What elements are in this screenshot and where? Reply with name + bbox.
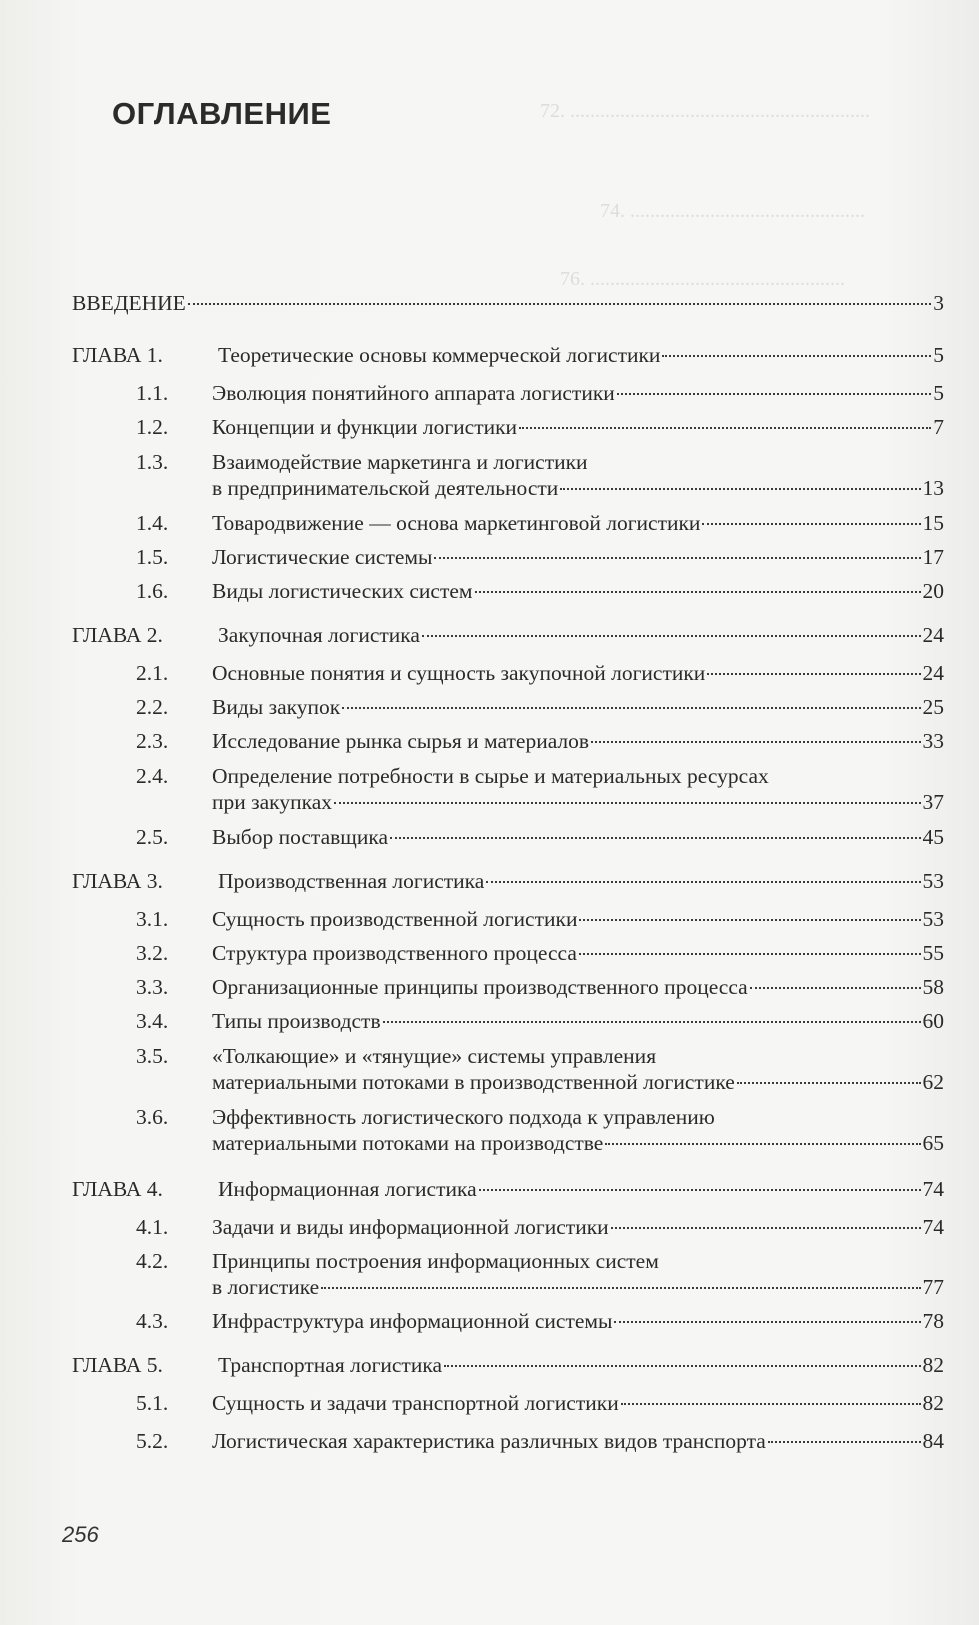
- entry-title: [218, 1176, 944, 1202]
- entry-title-line: Сущность производственной логистики: [212, 907, 578, 931]
- dot-leader: [479, 1189, 921, 1191]
- entry-title-line: Исследование рынка сырья и материалов: [212, 729, 590, 753]
- entry-page-number: 33: [922, 729, 944, 753]
- entry-title-lastline: [218, 622, 944, 648]
- entry-title: [212, 974, 944, 1000]
- entry-page-number: 74: [922, 1177, 944, 1201]
- entry-title-lastline: [212, 510, 944, 536]
- entry-page-number: 58: [922, 975, 944, 999]
- entry-title-line: материальными потоками в производственной логистике: [212, 1070, 735, 1094]
- entry-title: [212, 694, 944, 720]
- entry-title-line: ВВЕДЕНИЕ: [72, 291, 186, 315]
- entry-title-line: Логистическая характеристика различных видов транспорта: [212, 1429, 766, 1453]
- entry-title-line: при закупках: [212, 790, 332, 814]
- entry-page-number: 24: [922, 661, 944, 685]
- entry-number: ГЛАВА 4.: [72, 1177, 163, 1201]
- entry-title: [212, 1308, 944, 1334]
- entry-page-number: 15: [922, 511, 944, 535]
- entry-title-lastline: [212, 414, 944, 440]
- dot-leader: [383, 1021, 921, 1023]
- entry-title-line: Теоретические основы коммерческой логистики: [218, 343, 661, 367]
- entry-title-line: Закупочная логистика: [218, 623, 420, 647]
- entry-number: 2.1.: [136, 661, 169, 685]
- dot-leader: [519, 427, 931, 429]
- entry-title-line: Информационная логистика: [218, 1177, 477, 1201]
- entry-page-number: 82: [922, 1353, 944, 1377]
- entry-page-number: 3: [933, 291, 944, 315]
- entry-title-line: Виды логистических систем: [212, 579, 473, 603]
- entry-title-line: Товародвижение — основа маркетинговой логистики: [212, 511, 701, 535]
- dot-leader: [768, 1441, 921, 1443]
- entry-title-line: Эволюция понятийного аппарата логистики: [212, 381, 615, 405]
- entry-title: [212, 510, 944, 536]
- entry-page-number: 60: [922, 1009, 944, 1033]
- entry-title-line: Виды закупок: [212, 695, 341, 719]
- entry-title: [212, 1214, 944, 1240]
- entry-title-lastline: [212, 940, 944, 966]
- entry-title-line: Организационные принципы производственного процесса: [212, 975, 748, 999]
- entry-title-lastline: [218, 868, 944, 894]
- entry-page-number: 25: [922, 695, 944, 719]
- entry-title-lastline: [212, 1130, 944, 1156]
- entry-number: 1.4.: [136, 511, 169, 535]
- dot-leader: [702, 523, 920, 525]
- entry-number: 2.4.: [136, 764, 169, 788]
- dot-leader: [707, 673, 920, 675]
- entry-number: 4.2.: [136, 1249, 169, 1273]
- page-title: ОГЛАВЛЕНИЕ: [112, 96, 332, 131]
- entry-title-lastline: [212, 974, 944, 1000]
- entry-number: 5.1.: [136, 1391, 169, 1415]
- entry-number: ГЛАВА 3.: [72, 869, 163, 893]
- entry-number: 4.3.: [136, 1309, 169, 1333]
- entry-title-line: Определение потребности в сырье и материальных ресурсах: [212, 764, 769, 788]
- entry-page-number: 55: [922, 941, 944, 965]
- entry-number: 3.1.: [136, 907, 169, 931]
- entry-title: [212, 1390, 944, 1416]
- dot-leader: [579, 919, 920, 921]
- dot-leader: [621, 1403, 921, 1405]
- entry-page-number: 13: [922, 476, 944, 500]
- entry-title: [218, 1352, 944, 1378]
- entry-title-lastline: [218, 1176, 944, 1202]
- entry-title: [212, 824, 944, 850]
- entry-title-line: Основные понятия и сущность закупочной логистики: [212, 661, 706, 685]
- entry-title: [212, 1248, 944, 1300]
- dot-leader: [750, 987, 921, 989]
- dot-leader: [321, 1287, 920, 1289]
- entry-page-number: 78: [922, 1309, 944, 1333]
- entry-title-lastline: [212, 789, 944, 815]
- entry-title-lastline: [212, 1308, 944, 1334]
- entry-page-number: 5: [933, 343, 944, 367]
- entry-number: ГЛАВА 5.: [72, 1353, 163, 1377]
- entry-number: ГЛАВА 1.: [72, 343, 163, 367]
- entry-page-number: 5: [933, 381, 944, 405]
- dot-leader: [342, 707, 920, 709]
- entry-number: 3.3.: [136, 975, 169, 999]
- entry-title-line: Структура производственного процесса: [212, 941, 577, 965]
- entry-title-line: Выбор поставщика: [212, 825, 389, 849]
- entry-number: ГЛАВА 2.: [72, 623, 163, 647]
- dot-leader: [579, 953, 921, 955]
- entry-title: [212, 414, 944, 440]
- entry-title: [212, 906, 944, 932]
- entry-title-line: Эффективность логистического подхода к управлению: [212, 1105, 715, 1129]
- entry-title-line: в предпринимательской деятельности: [212, 476, 559, 500]
- entry-title-line: Сущность и задачи транспортной логистики: [212, 1391, 619, 1415]
- entry-title-line: материальными потоками на производстве: [212, 1131, 604, 1155]
- entry-page-number: 84: [922, 1429, 944, 1453]
- entry-number: 4.1.: [136, 1215, 169, 1239]
- entry-page-number: 7: [933, 415, 944, 439]
- entry-title-line: Производственная логистика: [218, 869, 485, 893]
- entry-number: 1.2.: [136, 415, 169, 439]
- entry-title-lastline: [212, 1214, 944, 1240]
- dot-leader: [617, 393, 931, 395]
- entry-title: [212, 380, 944, 406]
- entry-number: 2.3.: [136, 729, 169, 753]
- entry-title-lastline: [212, 1428, 944, 1454]
- entry-title-line: Принципы построения информационных систем: [212, 1249, 659, 1273]
- entry-page-number: 77: [922, 1275, 944, 1299]
- entry-title-lastline: [218, 1352, 944, 1378]
- dot-leader: [434, 557, 920, 559]
- entry-page-number: 82: [922, 1391, 944, 1415]
- entry-title-line: Типы производств: [212, 1009, 381, 1033]
- entry-page-number: 53: [922, 907, 944, 931]
- entry-number: 3.2.: [136, 941, 169, 965]
- entry-title-lastline: [212, 1390, 944, 1416]
- show-through-text: 72. ............................................................: [540, 100, 870, 122]
- entry-title-lastline: [212, 1008, 944, 1034]
- entry-title-lastline: [212, 660, 944, 686]
- entry-page-number: 20: [922, 579, 944, 603]
- show-through-text: 74. ...............................................: [600, 200, 865, 222]
- entry-title-lastline: [212, 694, 944, 720]
- entry-title-line: Инфраструктура информационной системы: [212, 1309, 613, 1333]
- entry-title-line: Задачи и виды информационной логистики: [212, 1215, 609, 1239]
- dot-leader: [475, 591, 921, 593]
- entry-title-line: «Толкающие» и «тянущие» системы управления: [212, 1044, 657, 1068]
- dot-leader: [444, 1365, 921, 1367]
- entry-page-number: 45: [922, 825, 944, 849]
- entry-number: 3.6.: [136, 1105, 169, 1129]
- entry-page-number: 37: [922, 790, 944, 814]
- entry-title-lastline: [212, 906, 944, 932]
- entry-title-line: Концепции и функции логистики: [212, 415, 518, 439]
- entry-title: [212, 1104, 944, 1156]
- entry-title: [212, 544, 944, 570]
- dot-leader: [605, 1143, 920, 1145]
- entry-title: [212, 1043, 944, 1095]
- entry-title-lastline: [212, 1069, 944, 1095]
- entry-title-lastline: [212, 475, 944, 501]
- entry-number: 5.2.: [136, 1429, 169, 1453]
- entry-number: 3.4.: [136, 1009, 169, 1033]
- entry-page-number: 74: [922, 1215, 944, 1239]
- entry-title: [212, 728, 944, 754]
- dot-leader: [611, 1227, 921, 1229]
- entry-title-lastline: [212, 380, 944, 406]
- entry-title-lastline: [212, 544, 944, 570]
- entry-title-lastline: [212, 1274, 944, 1300]
- entry-title: [212, 940, 944, 966]
- entry-title-line: Логистические системы: [212, 545, 433, 569]
- entry-number: 1.3.: [136, 450, 169, 474]
- page-number: 256: [62, 1522, 99, 1547]
- entry-page-number: 62: [922, 1070, 944, 1094]
- entry-number: 3.5.: [136, 1044, 169, 1068]
- entry-title: [212, 660, 944, 686]
- dot-leader: [390, 837, 920, 839]
- entry-title: [72, 290, 944, 316]
- entry-number: 2.2.: [136, 695, 169, 719]
- dot-leader: [662, 355, 931, 357]
- entry-title: [212, 1008, 944, 1034]
- entry-title-line: Взаимодействие маркетинга и логистики: [212, 450, 588, 474]
- entry-title-lastline: [218, 342, 944, 368]
- entry-title-lastline: [72, 290, 944, 316]
- entry-page-number: 53: [922, 869, 944, 893]
- dot-leader: [422, 635, 921, 637]
- entry-title-line: Транспортная логистика: [218, 1353, 442, 1377]
- entry-title-lastline: [212, 578, 944, 604]
- entry-title: [212, 578, 944, 604]
- show-through-text: 76. ...................................................: [560, 268, 845, 290]
- entry-page-number: 65: [922, 1131, 944, 1155]
- dot-leader: [737, 1082, 921, 1084]
- entry-number: 1.5.: [136, 545, 169, 569]
- dot-leader: [614, 1321, 920, 1323]
- entry-title: [218, 622, 944, 648]
- entry-title-lastline: [212, 728, 944, 754]
- entry-title: [212, 449, 944, 501]
- entry-page-number: 17: [922, 545, 944, 569]
- dot-leader: [591, 741, 920, 743]
- dot-leader: [188, 303, 931, 305]
- entry-title: [212, 1428, 944, 1454]
- entry-title-lastline: [212, 824, 944, 850]
- entry-title-line: в логистике: [212, 1275, 320, 1299]
- entry-title: [218, 342, 944, 368]
- entry-title: [212, 763, 944, 815]
- dot-leader: [334, 802, 921, 804]
- entry-number: 2.5.: [136, 825, 169, 849]
- entry-page-number: 24: [922, 623, 944, 647]
- dot-leader: [486, 881, 920, 883]
- entry-number: 1.1.: [136, 381, 169, 405]
- entry-number: 1.6.: [136, 579, 169, 603]
- entry-title: [218, 868, 944, 894]
- dot-leader: [560, 488, 920, 490]
